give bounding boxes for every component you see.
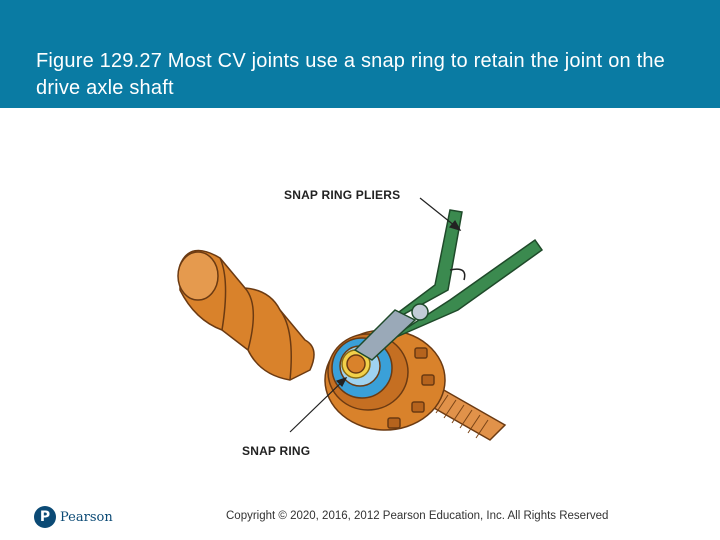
callout-snap-ring: SNAP RING [242,444,311,458]
snap-ring-pliers [355,210,542,360]
pearson-logo-wordmark: Pearson [60,509,113,525]
cv-boot [178,250,314,380]
pearson-logo-icon: P [34,506,56,528]
cv-joint-illustration [150,170,570,470]
pearson-logo [34,505,113,529]
slide-title: Figure 129.27 Most CV joints use a snap ring to retain the joint on the drive axle shaft [36,50,666,99]
callout-snap-ring-pliers: SNAP RING PLIERS [284,188,401,202]
copyright-notice: Copyright © 2020, 2016, 2012 Pearson Education, Inc. All Rights Reserved [226,510,609,522]
